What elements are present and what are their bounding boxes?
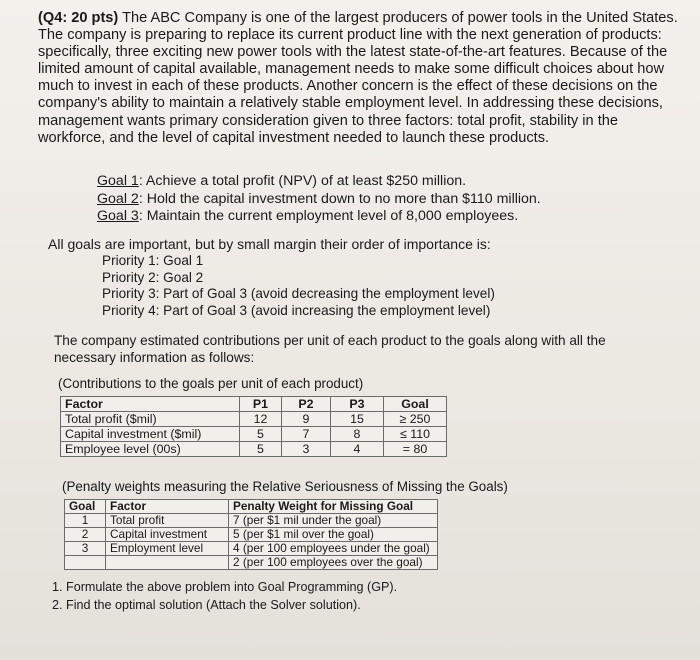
goal-label: Goal 1 bbox=[97, 173, 139, 189]
table-cell: Total profit ($mil) bbox=[61, 412, 240, 427]
question-text bbox=[38, 10, 678, 147]
table-cell: Capital investment bbox=[106, 528, 229, 542]
contributions-title: (Contributions to the goals per unit of each product) bbox=[58, 376, 364, 391]
table-header-row bbox=[65, 500, 438, 514]
goal-text: : Achieve a total profit (NPV) of at least $250 million. bbox=[138, 173, 467, 189]
priority-item: Priority 4: Part of Goal 3 (avoid increasing the employment level) bbox=[102, 302, 491, 318]
table-cell: 7 (per $1 mil under the goal) bbox=[229, 514, 438, 528]
priority-list bbox=[102, 253, 495, 319]
goal-item bbox=[97, 173, 541, 191]
header-cell: Goal bbox=[65, 500, 106, 514]
table-cell: 4 (per 100 employees under the goal) bbox=[229, 542, 438, 556]
penalties-title: (Penalty weights measuring the Relative Seriousness of Missing the Goals) bbox=[62, 479, 508, 494]
priority-item: Priority 1: Goal 1 bbox=[102, 253, 204, 268]
header-cell: P2 bbox=[282, 397, 331, 412]
table-cell: 1 bbox=[65, 514, 106, 528]
table-header-row bbox=[61, 397, 447, 412]
table-row bbox=[65, 528, 438, 542]
table-cell: 2 bbox=[65, 528, 106, 542]
header-cell: Factor bbox=[61, 397, 240, 412]
table-cell: 5 (per $1 mil over the goal) bbox=[229, 528, 438, 542]
table-row bbox=[65, 514, 438, 528]
table-cell: 9 bbox=[282, 412, 331, 427]
table-row bbox=[61, 412, 447, 427]
table-cell: 4 bbox=[331, 442, 384, 457]
table-cell: = 80 bbox=[384, 442, 447, 457]
table-cell: Employee level (00s) bbox=[61, 442, 240, 457]
priority-item: Priority 2: Goal 2 bbox=[102, 269, 204, 285]
table-row bbox=[65, 542, 438, 556]
header-cell: Factor bbox=[106, 500, 229, 514]
table-cell bbox=[106, 556, 229, 570]
goal-label: Goal 2 bbox=[97, 190, 139, 207]
header-cell: P1 bbox=[240, 397, 282, 412]
table-cell: 8 bbox=[331, 427, 384, 442]
table-cell: ≤ 110 bbox=[384, 427, 447, 442]
contributions-table bbox=[60, 396, 447, 457]
table-cell: 2 (per 100 employees over the goal) bbox=[229, 556, 438, 570]
table-cell: 5 bbox=[240, 427, 282, 442]
table-cell: 5 bbox=[240, 442, 282, 457]
table-cell: 12 bbox=[240, 412, 282, 427]
task-list bbox=[38, 578, 397, 614]
header-cell: P3 bbox=[331, 397, 384, 412]
estimate-text: The company estimated contributions per unit of each product to the goals along with all the necessary information as follows: bbox=[54, 333, 606, 365]
goal-item bbox=[97, 191, 541, 209]
header-cell: Goal bbox=[384, 397, 447, 412]
table-cell: 15 bbox=[331, 412, 384, 427]
table-cell: 7 bbox=[282, 427, 331, 442]
penalties-table bbox=[64, 499, 438, 570]
table-cell: Employment level bbox=[106, 542, 229, 556]
goal-text: : Maintain the current employment level of 8,000 employees. bbox=[138, 208, 519, 224]
task-item: 1. Formulate the above problem into Goal Programming (GP). bbox=[66, 578, 397, 596]
priority-item: Priority 3: Part of Goal 3 (avoid decreasing the employment level) bbox=[102, 286, 495, 302]
question-label: (Q4: 20 pts) bbox=[38, 10, 119, 26]
goal-label: Goal 3 bbox=[97, 208, 139, 224]
table-row bbox=[61, 442, 447, 457]
table-cell: ≥ 250 bbox=[384, 412, 447, 427]
goal-item bbox=[97, 208, 541, 226]
importance-text: All goals are important, but by small margin their order of importance is: bbox=[48, 236, 491, 252]
task-item: 2. Find the optimal solution (Attach the Solver solution). bbox=[66, 596, 397, 614]
header-cell: Penalty Weight for Missing Goal bbox=[229, 500, 438, 514]
table-row bbox=[61, 427, 447, 442]
table-cell: Total profit bbox=[106, 514, 229, 528]
table-cell: 3 bbox=[65, 542, 106, 556]
table-cell: Capital investment ($mil) bbox=[61, 427, 240, 442]
goals-list bbox=[97, 173, 541, 226]
question-body: The ABC Company is one of the largest producers of power tools in the United States. The company is preparing to replace its current product line with the next generation of products: specifically, three exciting new power tools with the latest state-of-the-art features. Because of the limited amount of capital available, management needs to make some difficult choices about how much to invest in each of these products. Another concern is the effect of these decisions on the company's ability to maintain a relatively stable employment level. In addressing these decisions, management wants primary consideration given to three factors: total profit, stability in the workforce, and the level of capital investment needed to launch these products. bbox=[38, 10, 678, 146]
table-cell bbox=[65, 556, 106, 570]
goal-text: : Hold the capital investment down to no more than $110 million. bbox=[138, 190, 541, 207]
table-row bbox=[65, 556, 438, 570]
table-cell: 3 bbox=[282, 442, 331, 457]
